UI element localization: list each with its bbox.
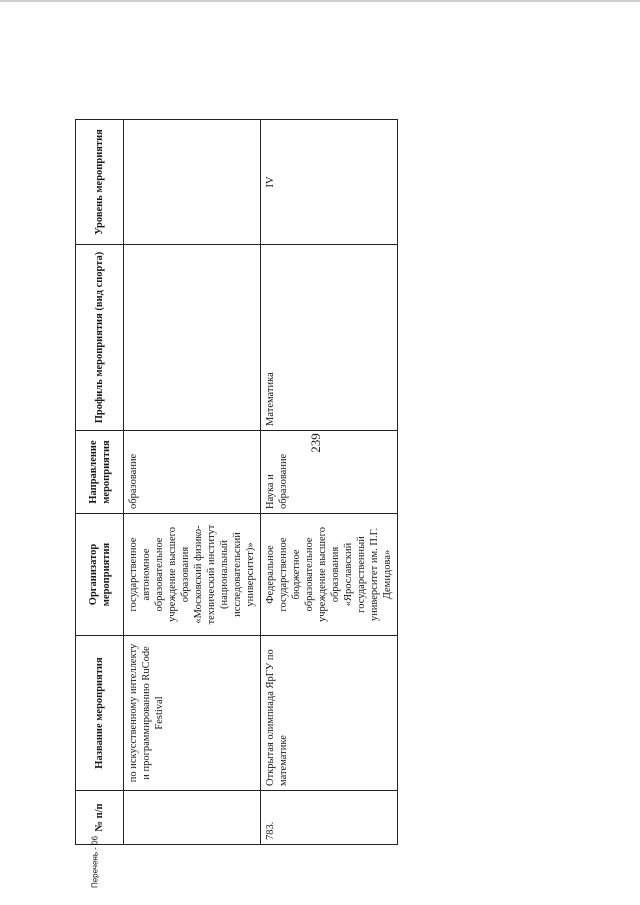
cell-organizer: государственное автономное образовательное учреждение высшего образования «Московский физико-технический институт (национальный исследовательский университет)» — [124, 514, 261, 636]
cell-num — [124, 791, 261, 845]
cell-name: Открытая олимпиада ЯрГУ по математике — [261, 636, 398, 791]
cell-profile — [124, 245, 261, 431]
cell-name: по искусственному интеллекту и программированию RuCode Festival — [124, 636, 261, 791]
cell-direction: образование — [124, 431, 261, 514]
top-edge-line — [0, 0, 640, 2]
cell-level — [124, 120, 261, 245]
cell-organizer: Федеральное государственное бюджетное образовательное учреждение высшего образования «Ярославский государственный университет им. П.Г. Демидова» — [261, 514, 398, 636]
header-organizer: Организатор мероприятия — [76, 514, 124, 636]
footer-text: Перечень - 06 — [90, 835, 100, 889]
rotated-table-wrapper — [75, 120, 393, 845]
cell-direction: Наука и образование — [261, 431, 398, 514]
table-row — [124, 120, 261, 845]
table-header-row — [76, 120, 124, 845]
table-row — [261, 120, 398, 845]
header-num: № п/п — [76, 791, 124, 845]
header-name: Название мероприятия — [76, 636, 124, 791]
header-level: Уровень мероприятия — [76, 120, 124, 245]
events-table — [75, 119, 398, 845]
header-profile: Профиль мероприятия (вид спорта) — [76, 245, 124, 431]
page-number-text: 239 — [308, 433, 323, 453]
header-direction: Направление мероприятия — [76, 431, 124, 514]
cell-num: 783. — [261, 791, 398, 845]
cell-profile: Математика — [261, 245, 398, 431]
cell-level: IV — [261, 120, 398, 245]
